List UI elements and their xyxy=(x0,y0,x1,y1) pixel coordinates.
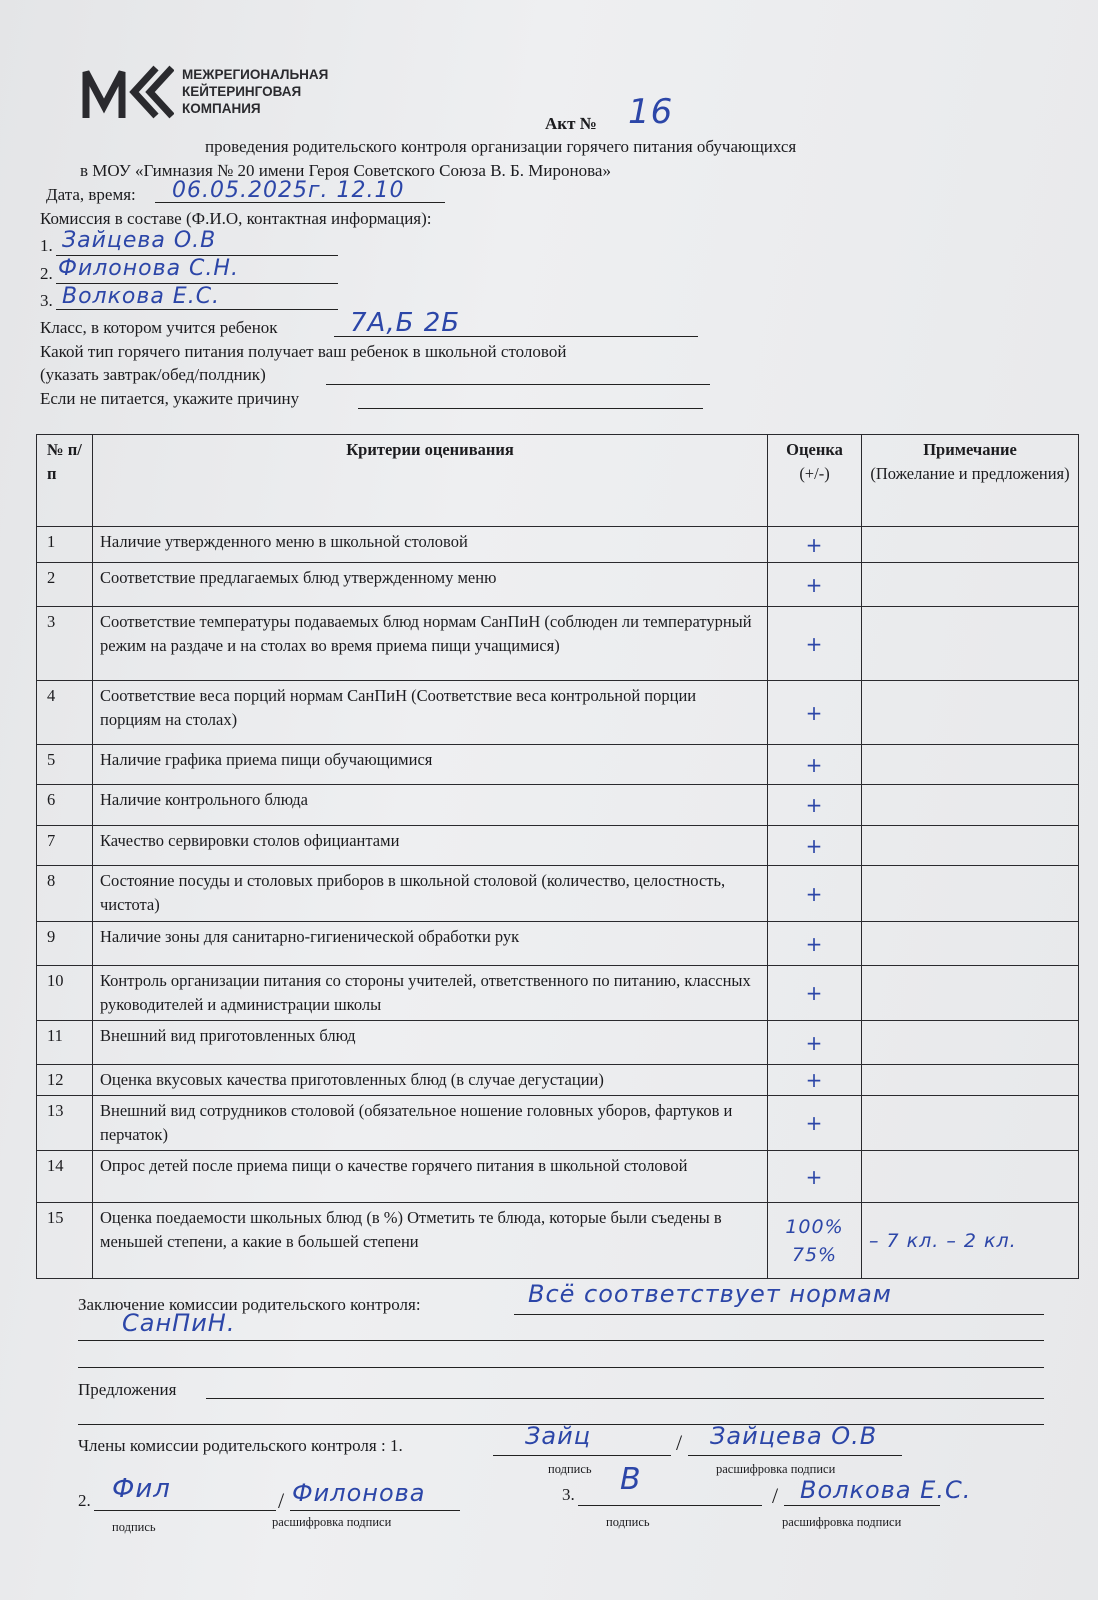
caption-signature-1: подпись xyxy=(548,1462,592,1476)
row-note xyxy=(862,607,1079,681)
table-row xyxy=(37,1021,1079,1065)
table-row xyxy=(37,1151,1079,1203)
separator-slash: / xyxy=(772,1483,779,1508)
row-note xyxy=(862,966,1079,1021)
row-number: 12 xyxy=(37,1065,93,1096)
logo-line-2: КЕЙТЕРИНГОВАЯ xyxy=(182,84,302,99)
header-criteria: Критерии оценивания xyxy=(93,435,768,527)
row-mark: + xyxy=(768,966,862,1021)
row-criterion: Внешний вид сотрудников столовой (обязательное ношение головных уборов, фартуков и перчаток) xyxy=(93,1096,768,1151)
row-note xyxy=(862,527,1079,563)
table-row xyxy=(37,1203,1079,1279)
row-note xyxy=(862,1096,1079,1151)
table-row xyxy=(37,745,1079,785)
row-note xyxy=(862,1065,1079,1096)
row-number: 14 xyxy=(37,1151,93,1203)
header-note-title: Примечание xyxy=(923,440,1017,459)
act-label: Акт № xyxy=(545,114,597,133)
row-criterion: Наличие графика приема пищи обучающимися xyxy=(93,745,768,785)
separator-slash: / xyxy=(278,1488,285,1513)
table-row xyxy=(37,607,1079,681)
caption-decode-3: расшифровка подписи xyxy=(782,1515,902,1529)
table-row xyxy=(37,1065,1079,1096)
row-note xyxy=(862,866,1079,922)
caption-decode-2: расшифровка подписи xyxy=(272,1515,392,1529)
row-note xyxy=(862,1021,1079,1065)
conclusion-value-line-2: СанПиН. xyxy=(122,1309,236,1337)
logo-line-1: МЕЖРЕГИОНАЛЬНАЯ xyxy=(182,67,329,82)
row-criterion: Соответствие предлагаемых блюд утвержденному меню xyxy=(93,563,768,607)
table-header-row xyxy=(37,435,1079,527)
row-number: 10 xyxy=(37,966,93,1021)
row-mark: + xyxy=(768,563,862,607)
row-mark: + xyxy=(768,1021,862,1065)
row-number: 9 xyxy=(37,922,93,966)
signatures-label: Члены комиссии родительского контроля : 1. xyxy=(78,1436,403,1455)
row-mark: + xyxy=(768,1096,862,1151)
decode-1: Зайцева О.В xyxy=(710,1422,878,1450)
decode-2: Филонова xyxy=(292,1479,426,1507)
row-note xyxy=(862,563,1079,607)
row-mark: 100% 75% xyxy=(768,1203,862,1279)
header-grade-title: Оценка xyxy=(786,440,843,459)
row-note: – 7 кл. – 2 кл. xyxy=(862,1203,1079,1279)
row-criterion: Соответствие температуры подаваемых блюд нормам СанПиН (соблюден ли температурный режим на раздаче и на столах во время приема пищи учащимися) xyxy=(93,607,768,681)
member-2-name: Филонова С.Н. xyxy=(58,256,239,281)
row-criterion: Качество сервировки столов официантами xyxy=(93,826,768,866)
row-note xyxy=(862,681,1079,745)
header-grade xyxy=(768,435,862,527)
title-line-1: проведения родительского контроля организации горячего питания обучающихся xyxy=(205,137,797,156)
row-number: 5 xyxy=(37,745,93,785)
row-note xyxy=(862,826,1079,866)
member-3-name: Волкова Е.С. xyxy=(62,284,221,309)
criteria-table xyxy=(36,434,1079,1279)
caption-signature-3: подпись xyxy=(606,1515,650,1529)
date-value: 06.05.2025г. 12.10 xyxy=(172,178,405,203)
header-grade-sub: (+/-) xyxy=(799,464,830,483)
row-mark: + xyxy=(768,866,862,922)
table-row xyxy=(37,1096,1079,1151)
table-row xyxy=(37,527,1079,563)
row-note xyxy=(862,745,1079,785)
header-num: № п/п xyxy=(37,435,93,527)
company-logo-icon xyxy=(82,62,174,122)
conclusion-value-line-1: Всё соответствует нормам xyxy=(528,1280,892,1308)
separator-slash: / xyxy=(676,1430,683,1455)
member-2-prefix: 2. xyxy=(40,264,53,283)
member-3-sign-prefix: 3. xyxy=(562,1485,575,1504)
header-note-sub: (Пожелание и предложения) xyxy=(870,464,1070,483)
table-row xyxy=(37,922,1079,966)
row-number: 8 xyxy=(37,866,93,922)
row-number: 1 xyxy=(37,527,93,563)
header-note xyxy=(862,435,1079,527)
row-note xyxy=(862,922,1079,966)
row-number: 7 xyxy=(37,826,93,866)
logo-line-3: КОМПАНИЯ xyxy=(182,101,261,116)
row-criterion: Соответствие веса порций нормам СанПиН (Соответствие веса контрольной порции порциям на столах) xyxy=(93,681,768,745)
signature-1: Зайц xyxy=(525,1422,592,1450)
company-logo-text xyxy=(182,66,328,117)
row-mark: + xyxy=(768,527,862,563)
commission-label: Комиссия в составе (Ф.И.О, контактная информация): xyxy=(40,209,432,228)
table-row xyxy=(37,966,1079,1021)
row-criterion: Наличие зоны для санитарно-гигиенической обработки рук xyxy=(93,922,768,966)
class-label: Класс, в котором учится ребенок xyxy=(40,318,278,337)
row-criterion: Состояние посуды и столовых приборов в школьной столовой (количество, целостность, чистота) xyxy=(93,866,768,922)
row-mark: + xyxy=(768,826,862,866)
row-number: 3 xyxy=(37,607,93,681)
date-label: Дата, время: xyxy=(46,185,136,204)
title-line-2: в МОУ «Гимназия № 20 имени Героя Советского Союза В. Б. Миронова» xyxy=(80,161,611,180)
row-number: 4 xyxy=(37,681,93,745)
class-value: 7А,Б 2Б xyxy=(350,308,461,338)
row-criterion: Внешний вид приготовленных блюд xyxy=(93,1021,768,1065)
signature-2: Фил xyxy=(112,1474,171,1504)
row-mark: + xyxy=(768,745,862,785)
member-1-name: Зайцева О.В xyxy=(62,228,217,253)
row-note xyxy=(862,1151,1079,1203)
act-number: 16 xyxy=(628,92,674,132)
meal-type-line-1: Какой тип горячего питания получает ваш ребенок в школьной столовой xyxy=(40,342,567,361)
member-3-prefix: 3. xyxy=(40,291,53,310)
conclusion-label: Заключение комиссии родительского контроля: xyxy=(78,1295,421,1314)
caption-signature-2: подпись xyxy=(112,1520,156,1534)
row-number: 6 xyxy=(37,785,93,826)
row-criterion: Оценка вкусовых качества приготовленных блюд (в случае дегустации) xyxy=(93,1065,768,1096)
row-mark: + xyxy=(768,922,862,966)
table-row xyxy=(37,866,1079,922)
reason-label: Если не питается, укажите причину xyxy=(40,389,300,408)
table-row xyxy=(37,563,1079,607)
decode-3: Волкова Е.С. xyxy=(800,1476,972,1504)
member-2-sign-prefix: 2. xyxy=(78,1491,91,1510)
table-row xyxy=(37,681,1079,745)
row-mark: + xyxy=(768,1151,862,1203)
caption-decode-1: расшифровка подписи xyxy=(716,1462,836,1476)
row-number: 11 xyxy=(37,1021,93,1065)
row-criterion: Оценка поедаемости школьных блюд (в %) Отметить те блюда, которые были съедены в меньшей степени, а какие в большей степени xyxy=(93,1203,768,1279)
row-number: 13 xyxy=(37,1096,93,1151)
meal-type-line-2: (указать завтрак/обед/полдник) xyxy=(40,365,266,384)
signature-3: В xyxy=(620,1462,642,1497)
member-1-prefix: 1. xyxy=(40,236,53,255)
row-criterion: Наличие утвержденного меню в школьной столовой xyxy=(93,527,768,563)
row-mark: + xyxy=(768,785,862,826)
row-mark: + xyxy=(768,1065,862,1096)
row-note xyxy=(862,785,1079,826)
row-criterion: Контроль организации питания со стороны учителей, ответственного по питанию, классных руководителей и администрации школы xyxy=(93,966,768,1021)
row-number: 2 xyxy=(37,563,93,607)
row-criterion: Опрос детей после приема пищи о качестве горячего питания в школьной столовой xyxy=(93,1151,768,1203)
table-row xyxy=(37,826,1079,866)
row-number: 15 xyxy=(37,1203,93,1279)
row-criterion: Наличие контрольного блюда xyxy=(93,785,768,826)
row-mark: + xyxy=(768,607,862,681)
table-row xyxy=(37,785,1079,826)
row-mark: + xyxy=(768,681,862,745)
proposals-label: Предложения xyxy=(78,1380,177,1399)
